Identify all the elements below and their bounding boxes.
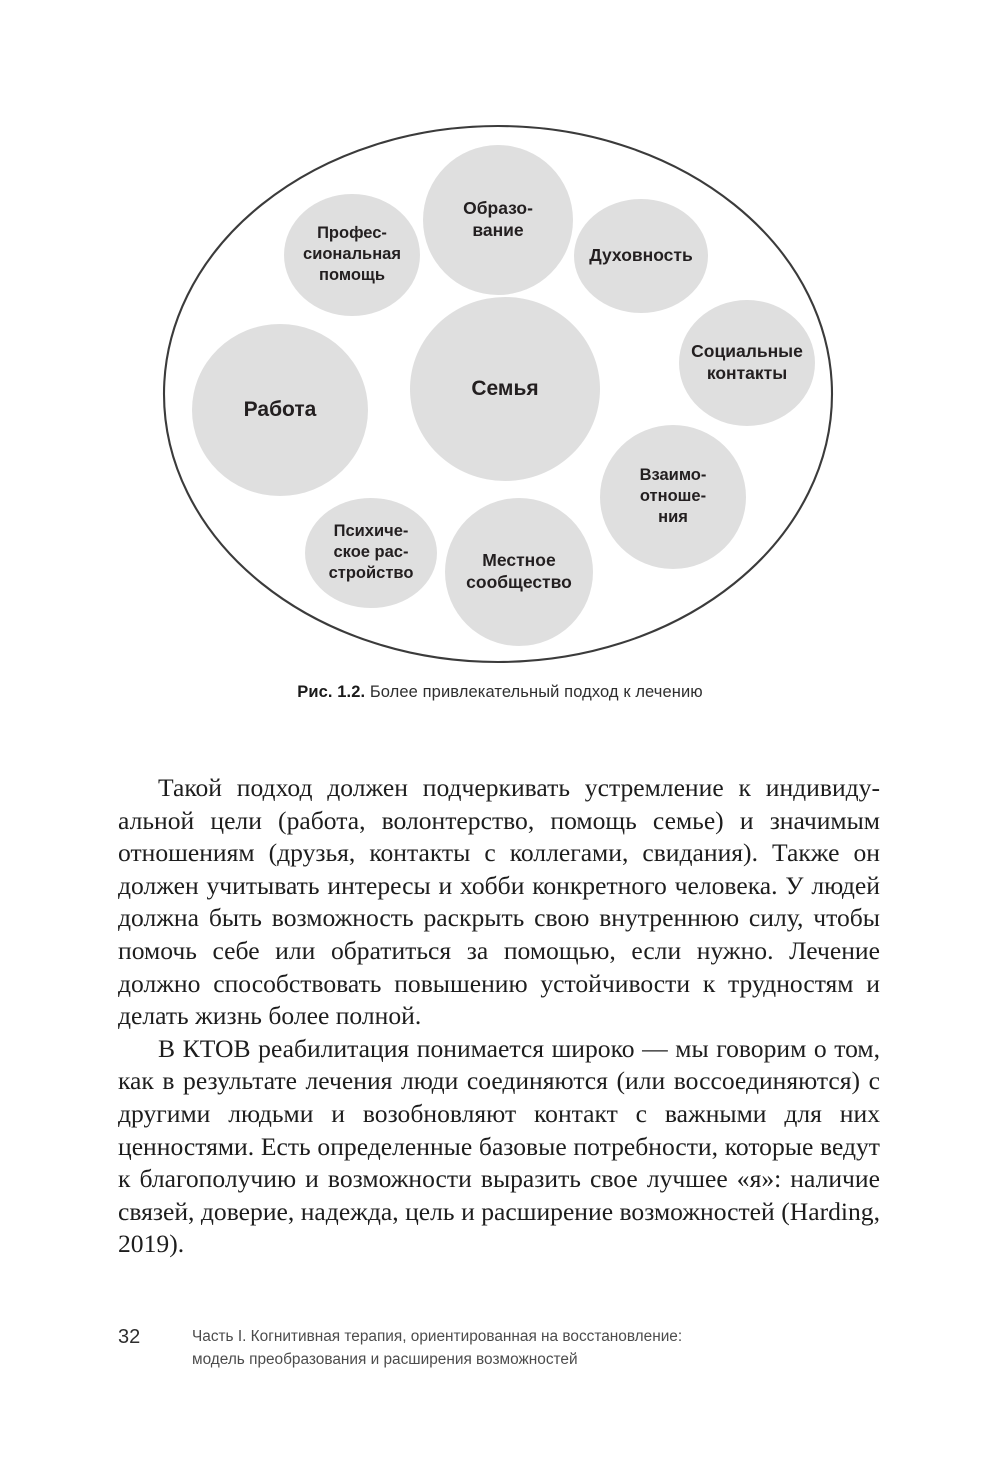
paragraph-2: В КТОВ реабилитация понимается широко — мы говорим о том, как в результате лечения люди соединяются (или воссоединяются) с другими людьми и возобновляют контакт с важными для них ценностями. Есть определенные базовые потребности, которые ведут к благополучию и возможности выразить свое лучшее «я»: наличие связей, доверие, надежда, цель и расширение возможностей (Harding, 2019).: [118, 1033, 880, 1259]
paragraph-1: Такой подход должен подчеркивать устремление к индивидуальной цели (работа, волонтерство, помощь семье) и значимым отношениям (друзья, контакты с коллегами, свидания). Также он должен учитывать интересы и хобби конкретного человека. У людей должна быть возможность раскрыть свою внутреннюю силу, чтобы помочь себе или обратиться за помощью, если нужно. Лечение должно способствовать повышению устойчивости к трудностям и делать жизнь более полной.: [118, 773, 880, 1031]
bubble-label-spirituality: [589, 245, 693, 265]
bubble-label-line: ния: [658, 508, 688, 527]
bubble-label-line: сообщество: [466, 571, 572, 592]
bubble-local-community: [445, 498, 593, 646]
bubble-label-line: Взаимо-: [639, 466, 707, 485]
figure-1-2: [0, 0, 1000, 720]
bubble-professional-help: [284, 194, 420, 316]
bubble-mental-disorder: [305, 498, 437, 608]
bubble-label-line: Профес-: [317, 224, 387, 243]
bubble-label-line: Психиче-: [333, 522, 409, 541]
bubble-label-mental-disorder: [329, 522, 414, 582]
bubble-label-family: [471, 377, 538, 400]
bubble-social-contacts: [679, 300, 815, 426]
bubble-education: [423, 145, 573, 295]
figure-diagram-svg: [0, 0, 1000, 690]
bubble-label-line: Образо-: [463, 197, 533, 218]
page-footer: [118, 1325, 898, 1371]
bubble-label-line: Местное: [482, 549, 556, 570]
bubble-label-line: помощь: [319, 266, 385, 285]
bubble-label-line: Социальные: [691, 340, 803, 361]
bubble-spirituality: [574, 199, 708, 313]
bubble-label-line: Работа: [243, 397, 317, 421]
figure-caption-text: Более привлекательный подход к лечению: [365, 683, 703, 701]
bubble-label-line: сиональная: [303, 245, 401, 264]
bubble-label-line: Духовность: [589, 244, 693, 265]
bubble-label-line: стройство: [328, 564, 414, 583]
figure-caption-number: Рис. 1.2.: [297, 683, 366, 701]
bubble-label-line: отноше-: [639, 487, 707, 506]
body-text: [118, 772, 880, 1261]
bubble-work: [192, 324, 368, 496]
running-head-line-1: Часть I. Когнитивная терапия, ориентированная на восстановление:: [192, 1328, 683, 1345]
figure-caption: [0, 683, 1000, 702]
running-head: [192, 1325, 682, 1371]
bubble-label-line: контакты: [706, 362, 788, 383]
bubble-label-work: [244, 398, 317, 421]
bubble-relationships: [600, 425, 746, 569]
bubble-label-line: ское рас-: [333, 543, 409, 562]
page-number: 32: [118, 1326, 141, 1348]
bubble-label-line: Семья: [471, 376, 539, 400]
bubble-label-line: вание: [472, 219, 524, 240]
running-head-line-2: модель преобразования и расширения возможностей: [192, 1351, 578, 1368]
bubble-family: [410, 297, 600, 481]
